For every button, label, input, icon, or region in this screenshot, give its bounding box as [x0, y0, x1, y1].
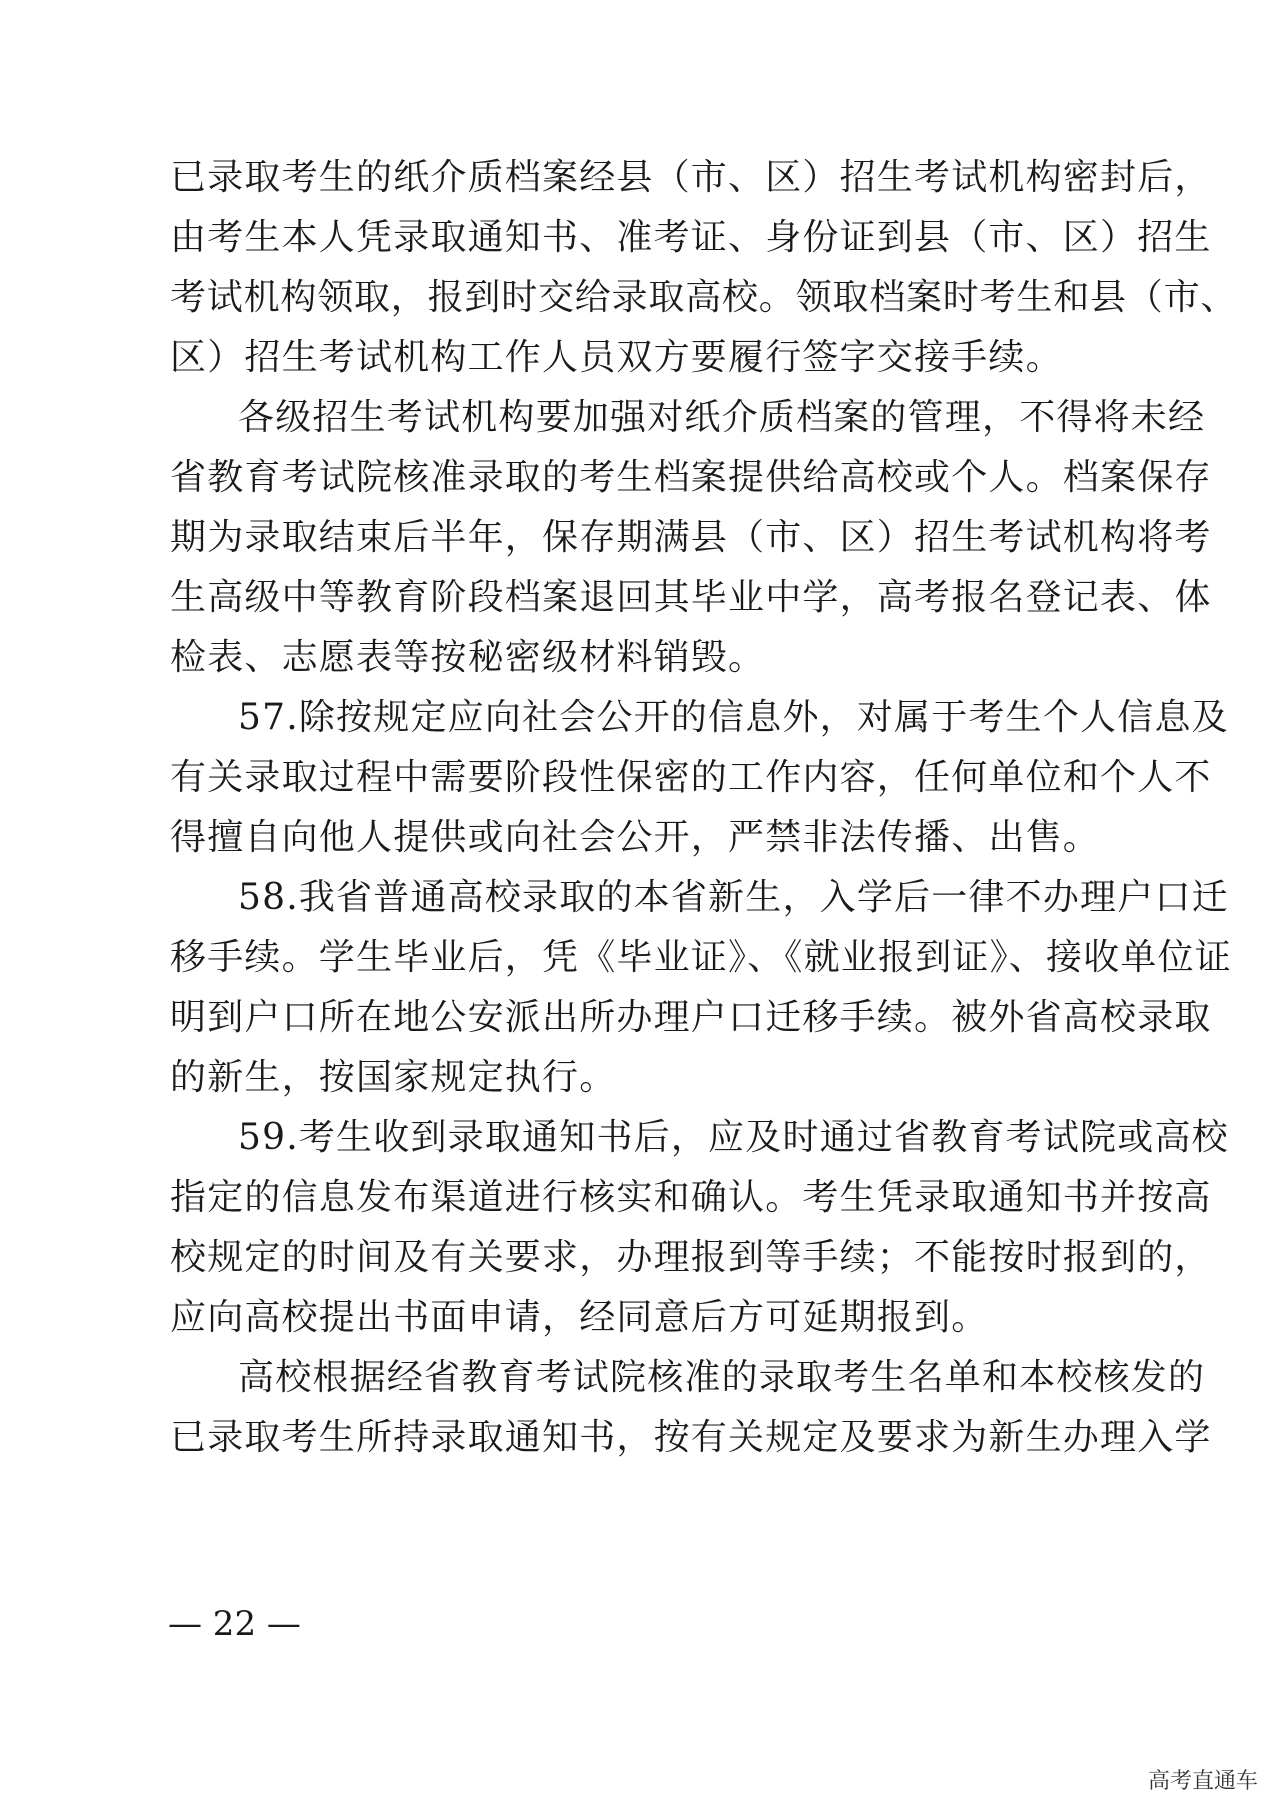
watermark-label: 高考直通车 — [1147, 1769, 1258, 1794]
text-line: 已录取考生的纸介质档案经县（市、区）招生考试机构密封后， — [170, 157, 1212, 198]
text-line: 生高级中等教育阶段档案退回其毕业中学，高考报名登记表、体 — [170, 577, 1212, 618]
text-line: 应向高校提出书面申请，经同意后方可延期报到。 — [170, 1297, 989, 1338]
text-line: 指定的信息发布渠道进行核实和确认。考生凭录取通知书并按高 — [170, 1177, 1212, 1218]
text-line: 由考生本人凭录取通知书、准考证、身份证到县（市、区）招生 — [170, 217, 1212, 258]
text-line: 考试机构领取，报到时交给录取高校。领取档案时考生和县（市、 — [170, 277, 1238, 318]
paragraph-first-line: 58.我省普通高校录取的本省新生，入学后一律不办理户口迁 — [238, 877, 1229, 918]
text-line: 明到户口所在地公安派出所办理户口迁移手续。被外省高校录取 — [170, 997, 1212, 1038]
paragraph-first-line: 高校根据经省教育考试院核准的录取考生名单和本校核发的 — [238, 1357, 1206, 1398]
text-line: 得擅自向他人提供或向社会公开，严禁非法传播、出售。 — [170, 817, 1101, 858]
paragraph-first-line: 各级招生考试机构要加强对纸介质档案的管理，不得将未经 — [238, 397, 1206, 438]
text-line: 区）招生考试机构工作人员双方要履行签字交接手续。 — [170, 337, 1063, 378]
paragraph-first-line: 57.除按规定应向社会公开的信息外，对属于考生个人信息及 — [238, 697, 1229, 738]
text-line: 校规定的时间及有关要求，办理报到等手续；不能按时报到的， — [170, 1237, 1212, 1278]
text-line: 已录取考生所持录取通知书，按有关规定及要求为新生办理入学 — [170, 1417, 1212, 1458]
paragraph-first-line: 59.考生收到录取通知书后，应及时通过省教育考试院或高校 — [238, 1117, 1229, 1158]
text-line: 检表、志愿表等按秘密级材料销毁。 — [170, 637, 766, 678]
text-line: 的新生，按国家规定执行。 — [170, 1057, 617, 1098]
text-line: 有关录取过程中需要阶段性保密的工作内容，任何单位和个人不 — [170, 757, 1212, 798]
text-line: 省教育考试院核准录取的考生档案提供给高校或个人。档案保存 — [170, 457, 1212, 498]
page-number: — 22 — — [168, 1604, 301, 1644]
text-line: 期为录取结束后半年，保存期满县（市、区）招生考试机构将考 — [170, 517, 1212, 558]
text-line: 移手续。学生毕业后，凭《毕业证》、《就业报到证》、接收单位证 — [170, 937, 1233, 978]
